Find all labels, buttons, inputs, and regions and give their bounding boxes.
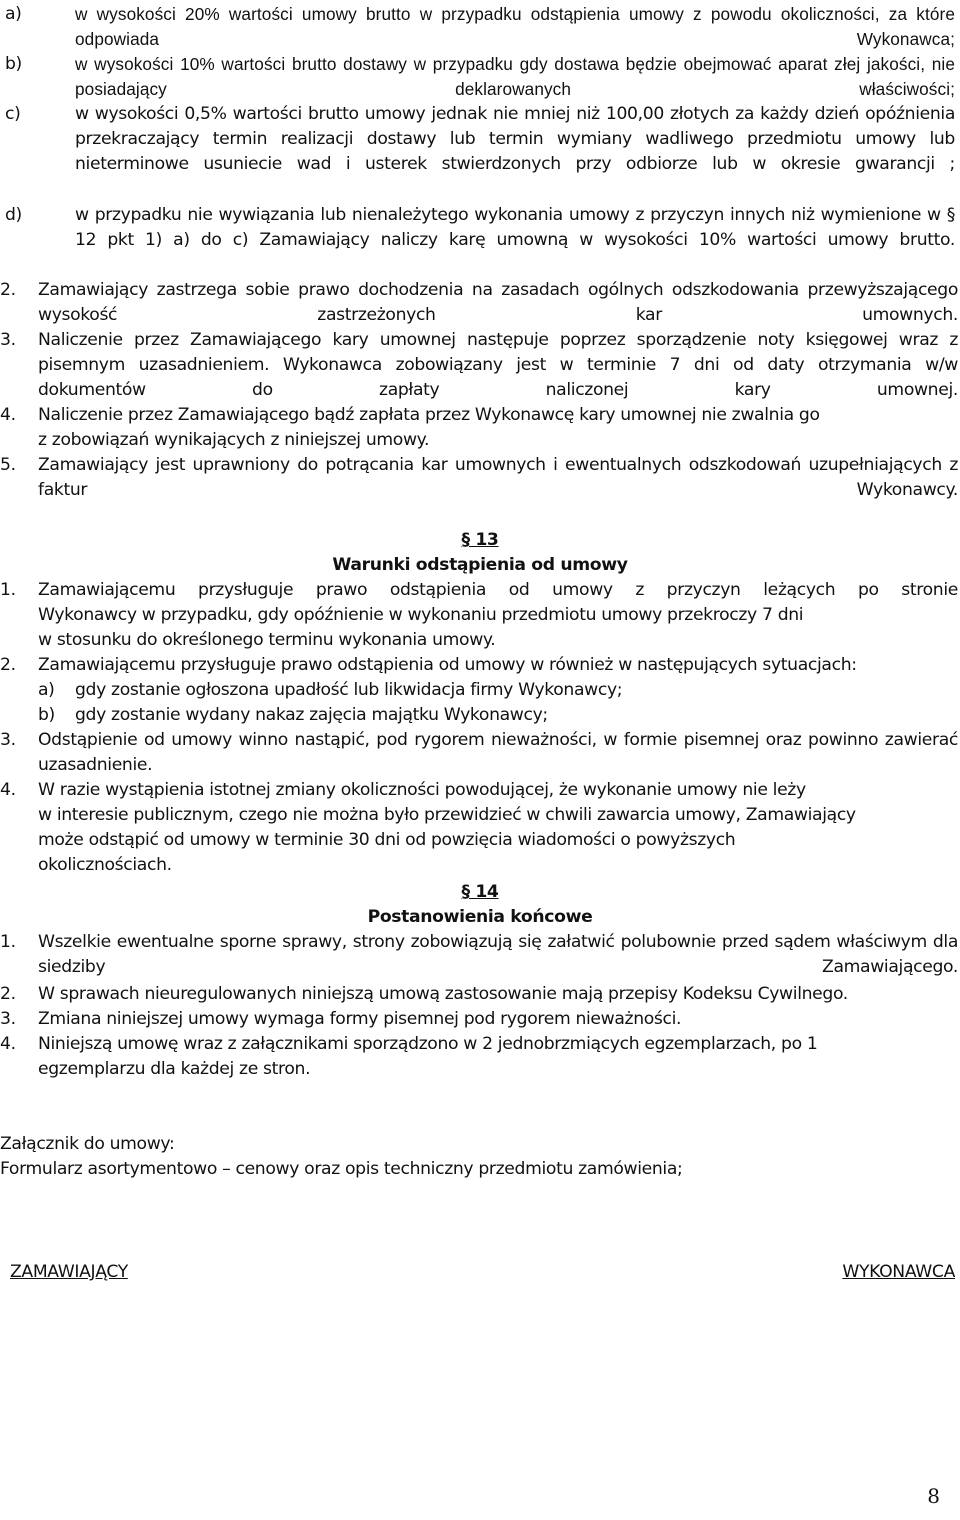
item-label: 2. bbox=[0, 984, 16, 1004]
point-text: Zmiana niniejszej umowy wymaga formy pisemnej pod rygorem nieważności. bbox=[38, 1009, 682, 1029]
point-text: Zamawiającemu przysługuje prawo odstąpienia od umowy w również w następujących sytuacjach: bbox=[38, 655, 857, 675]
point-text: gdy zostanie ogłoszona upadłość lub likwidacja firmy Wykonawcy; bbox=[75, 680, 623, 700]
point-text: Odstąpienie od umowy winno nastąpić, pod rygorem nieważności, w formie pisemnej oraz powinno zawierać uzasadnienie. bbox=[38, 730, 958, 775]
point-text-line4: okolicznościach. bbox=[38, 855, 172, 875]
item-label: 5. bbox=[0, 455, 16, 475]
penalty-text-c: w wysokości 0,5% wartości brutto umowy jednak nie mniej niż 100,00 złotych za każdy dzień opóźnienia przekraczający termin realizacji dostawy lub termin wymiany wadliwego przedmiotu umowy lub nieterminowe usuniecie wad i usterek stwierdzonych przy odbiorze lub w okresie gwarancji ; bbox=[75, 104, 955, 174]
item-label: 3. bbox=[0, 330, 16, 350]
point-text: Naliczenie przez Zamawiającego kary umownej następuje poprzez sporządzenie noty księgowej wraz z pisemnym uzasadnieniem. Wykonawca zobowiązany jest w terminie 7 dni od daty otrzymania w/w dokumentów do zapłaty naliczonej kary umownej. bbox=[38, 330, 958, 400]
item-label: b) bbox=[5, 54, 22, 74]
item-label: 1. bbox=[0, 932, 16, 952]
point-text: gdy zostanie wydany nakaz zajęcia majątku Wykonawcy; bbox=[75, 705, 548, 725]
point-text-line1: Niniejszą umowę wraz z załącznikami sporządzono w 2 jednobrzmiących egzemplarzach, po 1 bbox=[38, 1034, 818, 1054]
point-text-line2: Wykonawcy w przypadku, gdy opóźnienie w wykonaniu przedmiotu umowy przekroczy 7 dni bbox=[38, 605, 804, 625]
item-label: a) bbox=[38, 680, 55, 700]
penalty-text-b: w wysokości 10% wartości brutto dostawy w przypadku gdy dostawa będzie obejmować aparat złej jakości, nie posiadający deklarowanych właściwości; bbox=[75, 54, 955, 99]
point-text-line2: z zobowiązań wynikających z niniejszej umowy. bbox=[38, 430, 430, 450]
point-text-line2: egzemplarzu dla każdej ze stron. bbox=[38, 1059, 311, 1079]
item-label: 2. bbox=[0, 280, 16, 300]
penalty-text-a: w wysokości 20% wartości umowy brutto w przypadku odstąpienia umowy z powodu okoliczności, za które odpowiada Wykonawca; bbox=[75, 4, 955, 49]
item-label: 4. bbox=[0, 405, 16, 425]
item-label: 1. bbox=[0, 580, 16, 600]
section-symbol: § 14 bbox=[461, 882, 499, 902]
point-text-line3: w stosunku do określonego terminu wykonania umowy. bbox=[38, 630, 496, 650]
point-text-line1: W razie wystąpienia istotnej zmiany okoliczności powodującej, że wykonanie umowy nie leży bbox=[38, 780, 806, 800]
item-label: d) bbox=[5, 205, 22, 225]
signature-wykonawca: WYKONAWCA bbox=[842, 1262, 955, 1282]
point-text: Zamawiający zastrzega sobie prawo dochodzenia na zasadach ogólnych odszkodowania przewyższającego wysokość zastrzeżonych kar umownych. bbox=[38, 280, 958, 325]
point-text-line1: Zamawiającemu przysługuje prawo odstąpienia od umowy z przyczyn leżących po stronie bbox=[38, 580, 958, 600]
item-label: b) bbox=[38, 705, 55, 725]
section-13-number bbox=[0, 528, 960, 553]
item-label: 4. bbox=[0, 1034, 16, 1054]
point-text: Zamawiający jest uprawniony do potrącania kar umownych i ewentualnych odszkodowań uzupełniających z faktur Wykonawcy. bbox=[38, 455, 958, 500]
item-label: 4. bbox=[0, 780, 16, 800]
attachment-heading: Załącznik do umowy: bbox=[0, 1134, 175, 1154]
item-label: a) bbox=[5, 4, 22, 24]
point-text: W sprawach nieuregulowanych niniejszą umową zastosowanie mają przepisy Kodeksu Cywilnego. bbox=[38, 984, 848, 1004]
item-label: 2. bbox=[0, 655, 16, 675]
item-label: c) bbox=[5, 104, 21, 124]
point-text-line2: w interesie publicznym, czego nie można było przewidzieć w chwili zawarcia umowy, Zamawiający bbox=[38, 805, 856, 825]
page-number: 8 bbox=[927, 1484, 940, 1508]
section-14-number bbox=[0, 880, 960, 905]
penalty-text-d: w przypadku nie wywiązania lub nienależytego wykonania umowy z przyczyn innych niż wymienione w § 12 pkt 1) a) do c) Zamawiający naliczy karę umowną w wysokości 10% wartości umowy brutto. bbox=[75, 205, 955, 250]
point-text: Wszelkie ewentualne sporne sprawy, strony zobowiązują się załatwić polubownie przed sądem właściwym dla siedziby Zamawiającego. bbox=[38, 932, 958, 977]
signature-zamawiajacy: ZAMAWIAJĄCY bbox=[10, 1262, 128, 1282]
item-label: 3. bbox=[0, 730, 16, 750]
point-text-line1: Naliczenie przez Zamawiającego bądź zapłata przez Wykonawcę kary umownej nie zwalnia go bbox=[38, 405, 820, 425]
section-14-title: Postanowienia końcowe bbox=[367, 907, 593, 927]
item-label: 3. bbox=[0, 1009, 16, 1029]
section-symbol: § 13 bbox=[461, 530, 499, 550]
point-text-line3: może odstąpić od umowy w terminie 30 dni od powzięcia wiadomości o powyższych bbox=[38, 830, 736, 850]
section-13-title: Warunki odstąpienia od umowy bbox=[332, 555, 628, 575]
attachment-text: Formularz asortymentowo – cenowy oraz opis techniczny przedmiotu zamówienia; bbox=[0, 1159, 683, 1179]
